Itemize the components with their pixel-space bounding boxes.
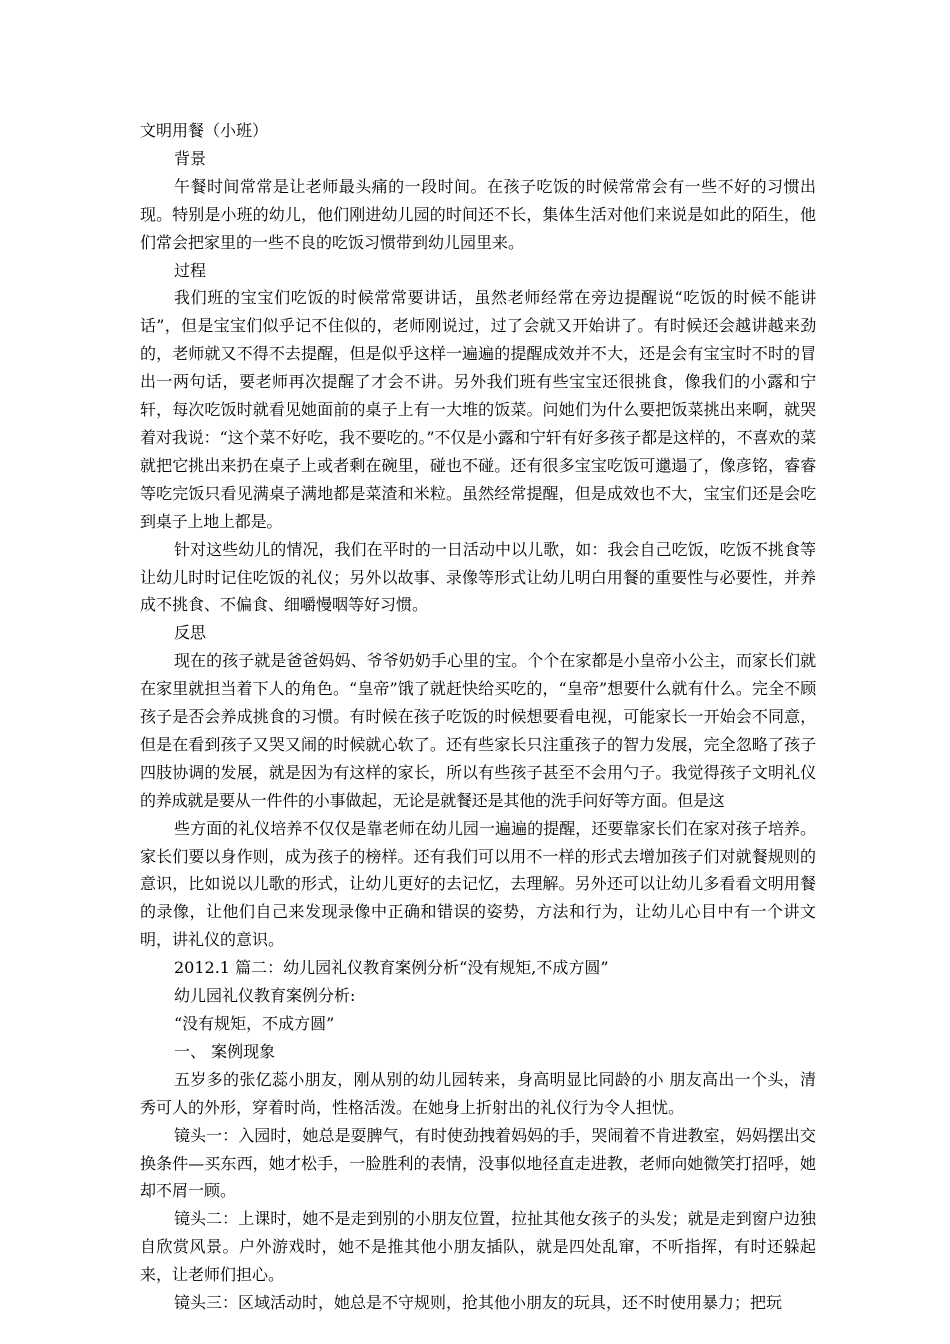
section-heading-reflection: 反思	[174, 623, 207, 643]
document-title: 文明用餐（小班）	[140, 121, 269, 140]
paragraph-case-intro: 五岁多的张亿蕊小朋友，刚从别的幼儿园转来，身高明显比同龄的小 朋友高出一个头，清秀可人的外形，穿着时尚，性格活泼。在她身上折射出的礼仪行为令人担忧。	[140, 1069, 816, 1117]
paragraph-scene-three: 镜头三：区域活动时，她总是不守规则，抢其他小朋友的玩具，还不时使用暴力；把玩	[174, 1293, 783, 1313]
paragraph-measures: 针对这些幼儿的情况，我们在平时的一日活动中以儿歌，如：我会自己吃饭，吃饭不挑食等让幼儿时时记住吃饭的礼仪；另外以故事、录像等形式让幼儿明白用餐的重要性与必要性，并养成不挑食、不偏食、细嚼慢咽等好习惯。	[140, 539, 816, 615]
paragraph-reflection-1: 现在的孩子就是爸爸妈妈、爷爷奶奶手心里的宝。个个在家都是小皇帝小公主，而家长们就在家里就担当着下人的角色。“皇帝”饿了就赶快给买吃的，“皇帝”想要什么就有什么。完全不顾孩子是否会养成挑食的习惯。有时候在孩子吃饭的时候想要看电视，可能家长一开始会不同意，但是在看到孩子又哭又闹的时候就心软了。还有些家长只注重孩子的智力发展，完全忽略了孩子四肢协调的发展，就是因为有这样的家长，所以有些孩子甚至不会用勺子。我觉得孩子文明礼仪的养成就是要从一件件的小事做起，无论是就餐还是其他的洗手问好等方面。但是这	[140, 651, 816, 810]
paragraph-background: 午餐时间常常是让老师最头痛的一段时间。在孩子吃饭的时候常常会有一些不好的习惯出现。特别是小班的幼儿，他们刚进幼儿园的时间还不长，集体生活对他们来说是如此的陌生，他们常会把家里的一些不良的吃饭习惯带到幼儿园里来。	[140, 176, 816, 252]
document-page	[140, 117, 816, 1317]
section-heading-background: 背景	[174, 148, 207, 168]
paragraph-scene-two: 镜头二：上课时，她不是走到别的小朋友位置，拉扯其他女孩子的头发；就是走到窗户边独自欣赏风景。户外游戏时，她不是推其他小朋友插队，就是四处乱窜，不听指挥，有时还躲起来，让老师们担心。	[140, 1209, 816, 1285]
paragraph-scene-one: 镜头一：入园时，她总是耍脾气，有时使劲拽着妈妈的手，哭闹着不肯进教室，妈妈摆出交换条件—买东西，她才松手，一脸胜利的表情，没事似地径直走进教，老师向她微笑打招呼，她却不屑一顾。	[140, 1125, 816, 1201]
paragraph-process: 我们班的宝宝们吃饭的时候常常要讲话，虽然老师经常在旁边提醒说“吃饭的时候不能讲话”，但是宝宝们似乎记不住似的，老师刚说过，过了会就又开始讲了。有时候还会越讲越来劲的，老师就又不得不去提醒，但是似乎这样一遍遍的提醒成效并不大，还是会有宝宝时不时的冒出一两句话，要老师再次提醒了才会不讲。另外我们班有些宝宝还很挑食，像我们的小露和宁轩，每次吃饭时就看见她面前的桌子上有一大堆的饭菜。问她们为什么要把饭菜挑出来啊，就哭着对我说：“这个菜不好吃，我不要吃的。”不仅是小露和宁轩有好多孩子都是这样的，不喜欢的菜就把它挑出来扔在桌子上或者剩在碗里，碰也不碰。还有很多宝宝吃饭可邋遢了，像彦铭，睿睿等吃完饭只看见满桌子满地都是菜渣和米粒。虽然经常提醒，但是成效也不大，宝宝们还是会吃到桌子上地上都是。	[140, 288, 816, 531]
section-heading-case-phenomenon: 一、 案例现象	[174, 1041, 276, 1061]
part-two-heading: 2012.1 篇二：幼儿园礼仪教育案例分析“没有规矩,不成方圆”	[174, 958, 609, 978]
case-analysis-heading: 幼儿园礼仪教育案例分析:	[174, 986, 356, 1006]
case-analysis-subtitle: “没有规矩，不成方圆”	[174, 1014, 335, 1033]
section-heading-process: 过程	[174, 260, 207, 280]
paragraph-reflection-2: 些方面的礼仪培养不仅仅是靠老师在幼儿园一遍遍的提醒，还要靠家长们在家对孩子培养。家长们要以身作则，成为孩子的榜样。还有我们可以用不一样的形式去增加孩子们对就餐规则的意识，比如说以儿歌的形式，让幼儿更好的去记忆，去理解。另外还可以让幼儿多看看文明用餐的录像，让他们自己来发现录像中正确和错误的姿势，方法和行为，让幼儿心目中有一个讲文明，讲礼仪的意识。	[140, 818, 816, 950]
